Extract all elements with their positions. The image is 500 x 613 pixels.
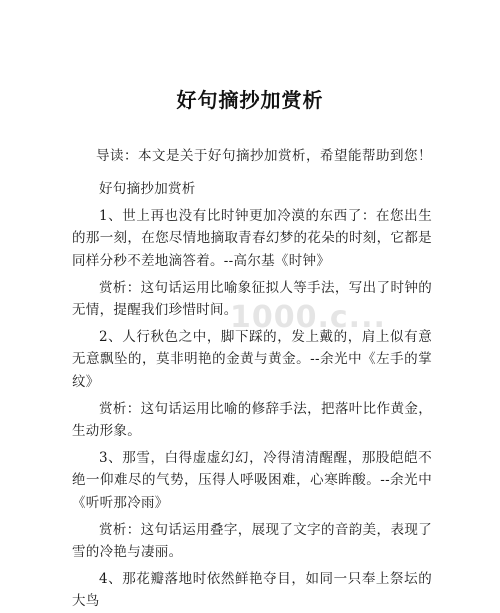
paragraph-1: 1、世上再也没有比时钟更加冷漠的东西了：在您出生的那一刻，在您尽情地摘取青春幻梦的花朵的时刻，它都是同样分秒不差地滴答着。--高尔基《时钟》: [72, 208, 432, 269]
paragraph-2: 赏析：这句话运用比喻象征拟人等手法，写出了时钟的无情，提醒我们珍惜时间。: [72, 279, 432, 319]
intro-text: 导读：本文是关于好句摘抄加赏析，希望能帮助到您！: [96, 148, 432, 164]
paragraph-5: 3、那雪，白得虚虚幻幻，冷得清清醒醒，那股皑皑不绝一仰难尽的气势，压得人呼吸困难，心寒眸酸。--余光中《听听那冷雨》: [72, 450, 432, 511]
paragraph-6: 赏析：这句话运用叠字，展现了文字的音韵美，表现了雪的冷艳与凄丽。: [72, 521, 432, 561]
paragraph-7: 4、那花瓣落地时依然鲜艳夺目，如同一只奉上祭坛的大鸟: [72, 571, 432, 610]
paragraph-heading: 好句摘抄加赏析: [99, 181, 196, 197]
watermark: 1000.c...: [230, 300, 386, 335]
paragraph-4: 赏析：这句话运用比喻的修辞手法，把落叶比作黄金，生动形象。: [72, 400, 432, 440]
page-title: 好句摘抄加赏析: [176, 88, 324, 112]
paragraph-3: 2、人行秋色之中，脚下踩的，发上戴的，肩上似有意无意飘坠的，莫非明艳的金黄与黄金。--余光中《左手的掌纹》: [72, 329, 432, 390]
article-body: [72, 178, 432, 613]
